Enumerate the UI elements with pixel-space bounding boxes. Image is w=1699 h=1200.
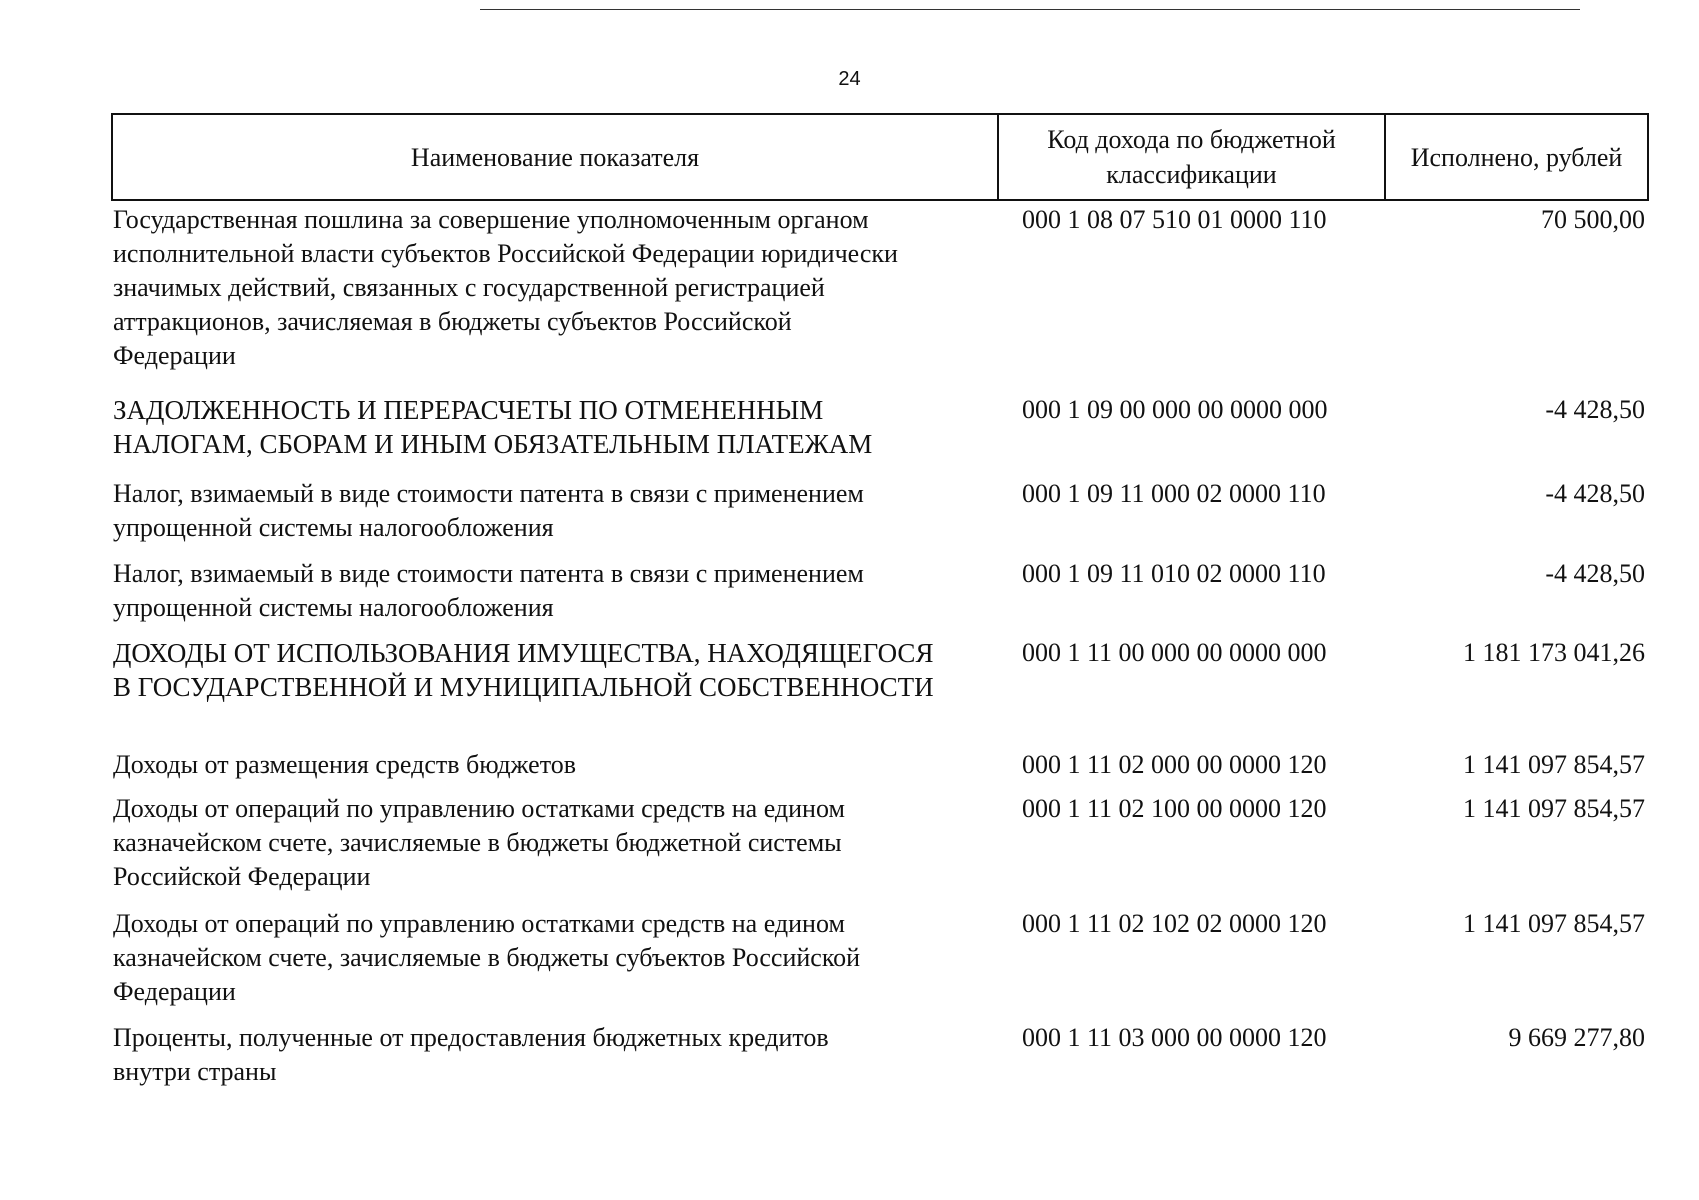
row-executed: 1 141 097 854,57 (1463, 794, 1645, 823)
row-code: 000 1 09 00 000 00 0000 000 (1022, 395, 1328, 424)
header-name (113, 115, 999, 199)
row-name: Налог, взимаемый в виде стоимости патента в связи с применением упрощенной системы налогообложения (113, 479, 864, 542)
row-code: 000 1 11 02 102 02 0000 120 (1022, 909, 1327, 938)
row-code: 000 1 11 02 100 00 0000 120 (1022, 794, 1327, 823)
page-number (0, 68, 1699, 91)
row-name: Доходы от операций по управлению остатками средств на едином казначейском счете, зачисляемые в бюджеты субъектов Российской Федерации (113, 909, 861, 1006)
row-executed: 1 141 097 854,57 (1463, 909, 1645, 938)
header-executed-text: Исполнено, рублей (1410, 142, 1623, 172)
row-name: Доходы от размещения средств бюджетов (113, 750, 577, 779)
header-executed (1386, 115, 1647, 199)
row-name: Доходы от операций по управлению остатками средств на едином казначейском счете, зачисляемые в бюджеты бюджетной системы Российской Федерации (113, 794, 845, 891)
row-code: 000 1 11 02 000 00 0000 120 (1022, 750, 1327, 779)
row-executed: -4 428,50 (1545, 479, 1645, 508)
row-executed: -4 428,50 (1545, 559, 1645, 588)
top-rule (480, 9, 1580, 10)
row-code: 000 1 09 11 010 02 0000 110 (1022, 559, 1326, 588)
table-header (111, 113, 1649, 201)
row-code: 000 1 11 03 000 00 0000 120 (1022, 1023, 1327, 1052)
row-code: 000 1 11 00 000 00 0000 000 (1022, 638, 1327, 667)
row-name: ЗАДОЛЖЕННОСТЬ И ПЕРЕРАСЧЕТЫ ПО ОТМЕНЕННЫМ НАЛОГАМ, СБОРАМ И ИНЫМ ОБЯЗАТЕЛЬНЫМ ПЛАТЕЖАМ (113, 395, 873, 459)
row-code: 000 1 08 07 510 01 0000 110 (1022, 205, 1327, 234)
row-executed: 70 500,00 (1541, 205, 1645, 234)
row-name: ДОХОДЫ ОТ ИСПОЛЬЗОВАНИЯ ИМУЩЕСТВА, НАХОДЯЩЕГОСЯ В ГОСУДАРСТВЕННОЙ И МУНИЦИПАЛЬНОЙ СОБСТВЕННОСТИ (113, 638, 934, 702)
page-number-text: 24 (838, 68, 861, 90)
row-name: Проценты, полученные от предоставления бюджетных кредитов внутри страны (113, 1023, 829, 1086)
header-code (999, 115, 1386, 199)
row-code: 000 1 09 11 000 02 0000 110 (1022, 479, 1326, 508)
row-executed: 9 669 277,80 (1508, 1023, 1645, 1052)
row-executed: -4 428,50 (1545, 395, 1645, 424)
row-name: Налог, взимаемый в виде стоимости патента в связи с применением упрощенной системы налогообложения (113, 559, 864, 622)
header-code-text: Код дохода по бюджетной классификации (1047, 125, 1336, 189)
row-name: Государственная пошлина за совершение уполномоченным органом исполнительной власти субъектов Российской Федерации юридически значимых действий, связанных с государственной регистрацией аттракционов, зачисляемая в бюджеты субъектов Российской Федерации (113, 205, 898, 370)
row-executed: 1 141 097 854,57 (1463, 750, 1645, 779)
header-name-text: Наименование показателя (410, 142, 700, 172)
row-executed: 1 181 173 041,26 (1463, 638, 1645, 667)
